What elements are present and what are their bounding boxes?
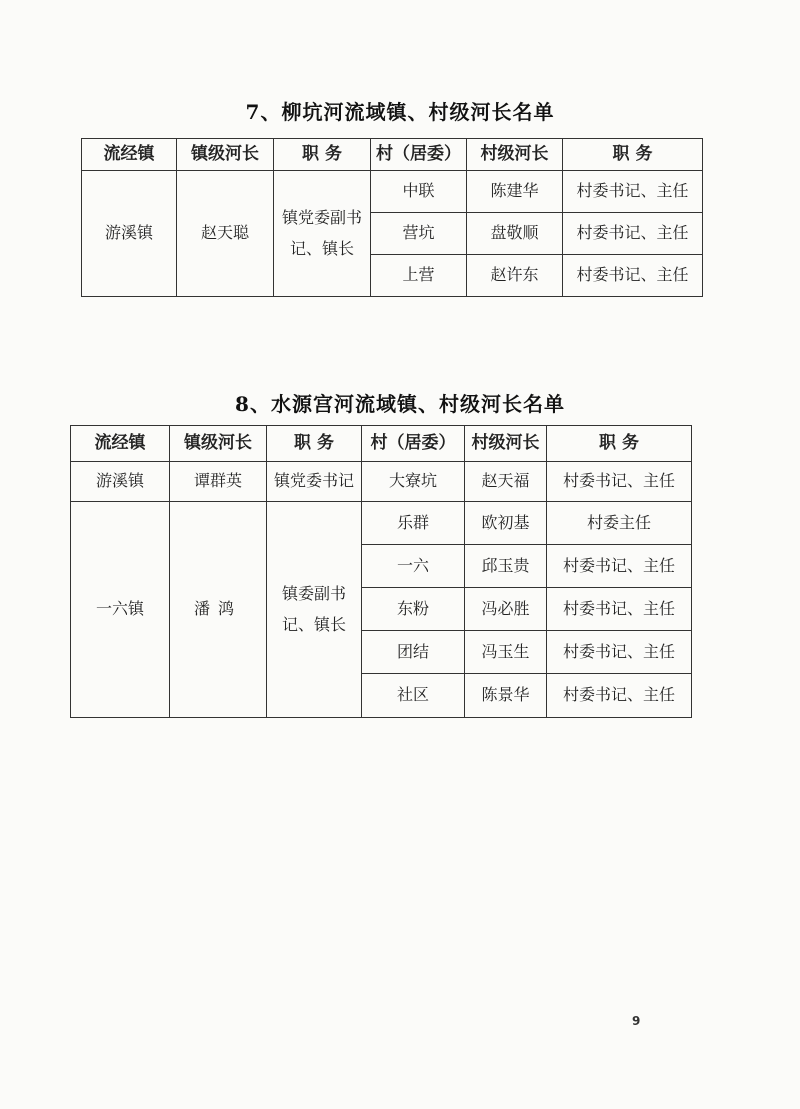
header-village-chief: 村级河长: [467, 139, 563, 171]
village-chief-cell: 赵许东: [467, 255, 563, 297]
header-village-duty: 职 务: [563, 139, 703, 171]
town-duty-cell: [267, 502, 362, 718]
village-duty-cell: 村委书记、主任: [563, 213, 703, 255]
village-chief-cell: 冯必胜: [465, 588, 547, 631]
header-village-chief: 村级河长: [465, 426, 547, 462]
village-duty-cell: 村委书记、主任: [547, 631, 692, 674]
village-duty-cell: 村委书记、主任: [547, 545, 692, 588]
header-town-chief: 镇级河长: [170, 426, 267, 462]
table-row: [71, 502, 692, 545]
village-chief-cell: 冯玉生: [465, 631, 547, 674]
header-village: 村（居委）: [371, 139, 467, 171]
village-cell: 东粉: [362, 588, 465, 631]
table8-title: 8、水源宫河流域镇、村级河长名单: [235, 392, 565, 416]
header-town-chief: 镇级河长: [177, 139, 274, 171]
town-cell: 一六镇: [71, 502, 170, 718]
village-chief-cell: 陈建华: [467, 171, 563, 213]
village-chief-cell: 赵天福: [465, 462, 547, 502]
page-number: 9: [632, 1014, 641, 1028]
village-duty-cell: 村委书记、主任: [547, 674, 692, 718]
village-chief-cell: 陈景华: [465, 674, 547, 718]
village-cell: 社区: [362, 674, 465, 718]
town-chief-cell: 赵天聪: [177, 171, 274, 297]
header-town: 流经镇: [71, 426, 170, 462]
village-duty-cell: 村委书记、主任: [547, 462, 692, 502]
table7-header-row: [82, 139, 703, 171]
table7-river-chiefs: [81, 138, 703, 297]
village-cell: 一六: [362, 545, 465, 588]
town-cell: 游溪镇: [82, 171, 177, 297]
village-duty-cell: 村委书记、主任: [563, 171, 703, 213]
town-duty-cell: [274, 171, 371, 297]
town-cell: 游溪镇: [71, 462, 170, 502]
header-village-duty: 职 务: [547, 426, 692, 462]
table-row: [71, 462, 692, 502]
village-cell: 团结: [362, 631, 465, 674]
town-duty-cell: 镇党委书记: [267, 462, 362, 502]
village-duty-cell: 村委书记、主任: [563, 255, 703, 297]
village-duty-cell: 村委书记、主任: [547, 588, 692, 631]
village-duty-cell: 村委主任: [547, 502, 692, 545]
village-cell: 大寮坑: [362, 462, 465, 502]
town-duty-text: 镇委副书记、镇长: [281, 584, 346, 634]
table8-river-chiefs: [70, 425, 692, 718]
village-cell: 营坑: [371, 213, 467, 255]
table8-header-row: [71, 426, 692, 462]
town-chief-cell: 谭群英: [170, 462, 267, 502]
header-town-duty: 职 务: [274, 139, 371, 171]
header-town: 流经镇: [82, 139, 177, 171]
town-duty-text: 镇党委副书记、镇长: [282, 208, 363, 258]
village-cell: 乐群: [362, 502, 465, 545]
village-chief-cell: 盘敬顺: [467, 213, 563, 255]
village-cell: 上营: [371, 255, 467, 297]
table-row: [82, 171, 703, 213]
town-chief-cell: 潘鸿: [170, 502, 267, 718]
header-village: 村（居委）: [362, 426, 465, 462]
village-chief-cell: 邱玉贵: [465, 545, 547, 588]
header-town-duty: 职 务: [267, 426, 362, 462]
table7-title: 7、柳坑河流域镇、村级河长名单: [245, 100, 555, 124]
village-chief-cell: 欧初基: [465, 502, 547, 545]
village-cell: 中联: [371, 171, 467, 213]
